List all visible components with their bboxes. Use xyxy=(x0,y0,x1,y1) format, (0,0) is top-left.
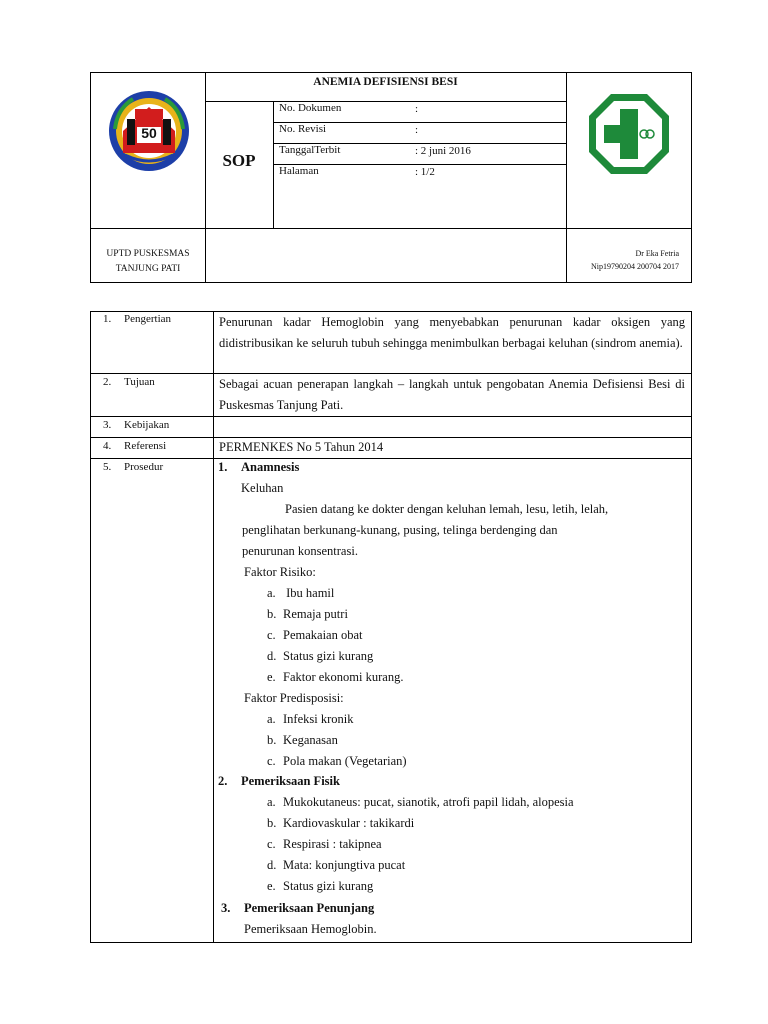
list-item xyxy=(267,813,414,833)
list-item xyxy=(267,834,382,854)
list-item-text: Status gizi kurang xyxy=(283,649,374,663)
list-item-letter: d. xyxy=(267,649,277,663)
list-item-text: Pola makan (Vegetarian) xyxy=(283,754,407,768)
faktor-predisposisi-label: Faktor Predisposisi: xyxy=(244,691,344,705)
list-item xyxy=(267,876,373,896)
section-3-number: 3. xyxy=(221,901,231,915)
sop-label: SOP xyxy=(222,151,256,170)
row-number-1: 1. xyxy=(103,313,112,325)
row-label-referensi: Referensi xyxy=(124,440,167,452)
row-label-prosedur: Prosedur xyxy=(124,461,164,473)
list-item-text: Kardiovaskular : takikardi xyxy=(283,816,415,830)
row-number-2: 2. xyxy=(103,376,112,388)
row-number-5: 5. xyxy=(103,461,112,473)
list-item-letter: e. xyxy=(267,879,276,893)
row-number-3: 3. xyxy=(103,419,112,431)
list-item-letter: c. xyxy=(267,754,276,768)
org-name-line1: UPTD PUSKESMAS xyxy=(106,249,190,259)
meta-value-tanggal-terbit: : 2 juni 2016 xyxy=(415,145,471,157)
list-item-text: Mukokutaneus: pucat, sianotik, atrofi papil lidah, alopesia xyxy=(283,795,574,809)
list-item-letter: c. xyxy=(267,837,276,851)
list-item xyxy=(267,646,373,666)
meta-label-tanggal-terbit: TanggalTerbit xyxy=(279,144,341,156)
meta-label-no-dokumen: No. Dokumen xyxy=(279,102,342,114)
meta-label-no-revisi: No. Revisi xyxy=(279,123,327,135)
org-name-line2: TANJUNG PATI xyxy=(115,264,181,274)
sop-content-table xyxy=(90,311,692,943)
section-2-title: Pemeriksaan Fisik xyxy=(241,774,340,788)
list-item xyxy=(267,625,363,645)
list-item-letter: a. xyxy=(267,586,276,600)
list-item xyxy=(267,709,353,729)
list-item xyxy=(267,583,334,603)
list-item xyxy=(267,667,403,687)
list-item xyxy=(267,792,574,812)
list-item-text: Status gizi kurang xyxy=(283,879,374,893)
section-1-title: Anamnesis xyxy=(241,460,300,474)
list-item-text: Keganasan xyxy=(283,733,338,747)
keluhan-line-3: penurunan konsentrasi. xyxy=(242,544,358,558)
meta-value-no-dokumen: : xyxy=(415,103,419,115)
list-item-text: Infeksi kronik xyxy=(283,712,354,726)
list-item-letter: c. xyxy=(267,628,276,642)
list-item-letter: e. xyxy=(267,670,276,684)
list-item-letter: b. xyxy=(267,607,277,621)
tujuan-text: Sebagai acuan penerapan langkah – langkah untuk pengobatan Anemia Defisiensi Besi di Puskesmas Tanjung Pati. xyxy=(219,377,685,412)
puskesmas-logo-icon xyxy=(587,92,671,176)
list-item-text: Ibu hamil xyxy=(283,586,335,600)
keluhan-line-1: Pasien datang ke dokter dengan keluhan lemah, lesu, letih, lelah, xyxy=(285,502,609,516)
meta-value-no-revisi: : xyxy=(415,124,419,136)
list-item-letter: b. xyxy=(267,816,277,830)
signer-nip: Nip19790204 200704 2017 xyxy=(591,262,679,271)
pengertian-text: Penurunan kadar Hemoglobin yang menyebabkan penurunan kadar oksigen yang didistribusikan ke seluruh tubuh sehingga menimbulkan berbagai keluhan (sindrom anemia). xyxy=(219,315,685,350)
keluhan-label: Keluhan xyxy=(241,481,284,495)
referensi-text: PERMENKES No 5 Tahun 2014 xyxy=(219,440,384,454)
list-item xyxy=(267,730,338,750)
list-item-text: Respirasi : takipnea xyxy=(283,837,382,851)
penunjang-text: Pemeriksaan Hemoglobin. xyxy=(244,922,377,936)
faktor-risiko-label: Faktor Risiko: xyxy=(244,565,316,579)
list-item xyxy=(267,751,407,771)
row-label-kebijakan: Kebijakan xyxy=(124,419,170,431)
list-item xyxy=(267,604,348,624)
section-3-title: Pemeriksaan Penunjang xyxy=(244,901,375,915)
list-item xyxy=(267,855,405,875)
section-2-number: 2. xyxy=(218,774,228,788)
list-item-text: Mata: konjungtiva pucat xyxy=(283,858,406,872)
list-item-text: Faktor ekonomi kurang. xyxy=(283,670,404,684)
row-number-4: 4. xyxy=(103,440,112,452)
list-item-letter: d. xyxy=(267,858,277,872)
list-item-letter: a. xyxy=(267,712,276,726)
logo-badge-number: 50 xyxy=(141,125,157,141)
meta-value-halaman: : 1/2 xyxy=(415,166,435,178)
pemkab-logo-icon xyxy=(107,89,191,173)
meta-label-halaman: Halaman xyxy=(279,165,319,177)
section-1-number: 1. xyxy=(218,460,228,474)
signer-name: Dr Eka Fetria xyxy=(635,249,679,258)
document-title: ANEMIA DEFISIENSI BESI xyxy=(313,76,458,88)
list-item-text: Remaja putri xyxy=(283,607,348,621)
list-item-text: Pemakaian obat xyxy=(283,628,363,642)
list-item-letter: b. xyxy=(267,733,277,747)
sop-header-table xyxy=(90,72,692,283)
row-label-pengertian: Pengertian xyxy=(124,313,172,325)
list-item-letter: a. xyxy=(267,795,276,809)
keluhan-line-2: penglihatan berkunang-kunang, pusing, telinga berdenging dan xyxy=(242,523,558,537)
row-label-tujuan: Tujuan xyxy=(124,376,155,388)
